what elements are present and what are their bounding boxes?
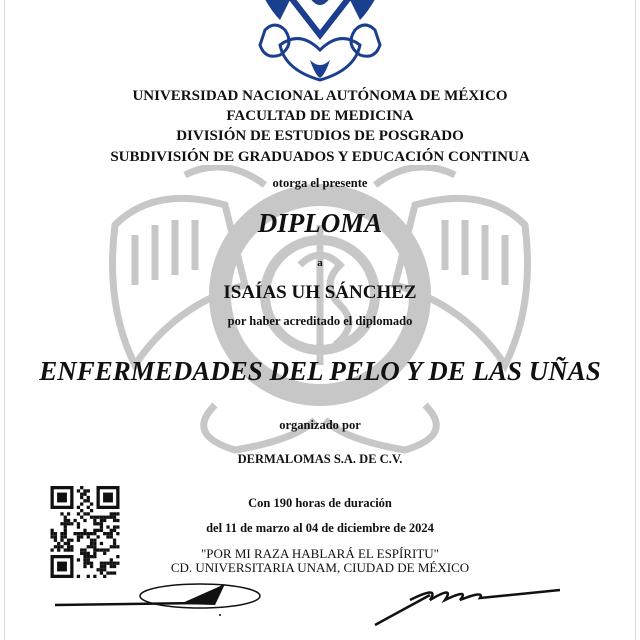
reason-text: por haber acreditado el diplomado xyxy=(227,314,413,328)
subdivision-name: SUBDIVISIÓN DE GRADUADOS Y EDUCACIÓN CONTINUA xyxy=(110,149,530,165)
qr-code[interactable] xyxy=(50,486,120,578)
duration-text: Con 190 horas de duración xyxy=(248,496,392,510)
dates-text: del 11 de marzo al 04 de diciembre de 2024 xyxy=(206,521,434,535)
place-text: CD. UNIVERSITARIA UNAM, CIUDAD DE MÉXICO xyxy=(170,560,470,575)
signature-right xyxy=(370,580,570,630)
faculty-name: FACULTAD DE MEDICINA xyxy=(226,108,414,124)
recipient-name: ISAÍAS UH SÁNCHEZ xyxy=(223,282,417,303)
to-text: a xyxy=(317,257,323,269)
unam-seal-logo xyxy=(250,0,390,85)
signature-left xyxy=(50,580,290,620)
document-type: DIPLOMA xyxy=(257,208,383,238)
organized-by-label: organizado por xyxy=(279,418,361,432)
course-title: ENFERMEDADES DEL PELO Y DE LAS UÑAS xyxy=(39,356,601,386)
division-name: DIVISIÓN DE ESTUDIOS DE POSGRADO xyxy=(176,128,464,144)
organizer-name: DERMALOMAS S.A. DE C.V. xyxy=(237,452,403,466)
university-name: UNIVERSIDAD NACIONAL AUTÓNOMA DE MÉXICO xyxy=(132,88,508,104)
grants-text: otorga el presente xyxy=(272,176,368,190)
motto-text: "POR MI RAZA HABLARÁ EL ESPÍRITU" xyxy=(200,546,439,561)
